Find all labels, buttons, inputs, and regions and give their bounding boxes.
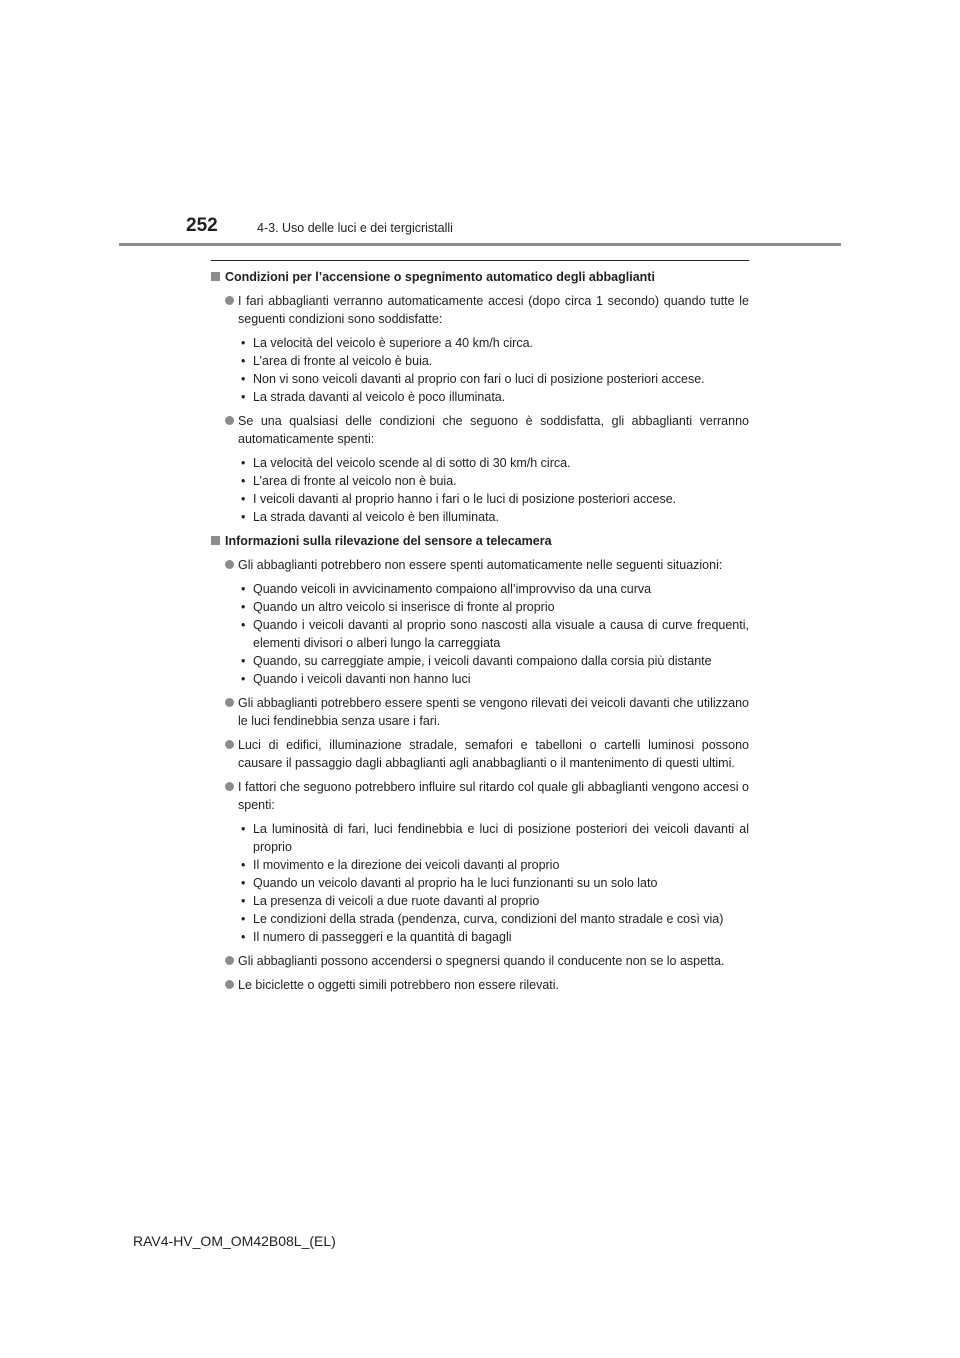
paragraph [211,412,749,448]
bullet-dot-icon: • [241,390,246,404]
list-item [211,370,749,388]
square-bullet-icon [211,272,220,281]
paragraph [211,694,749,730]
list-item [211,652,749,670]
circle-bullet-icon [225,560,234,569]
bullet-dot-icon: • [241,372,246,386]
circle-bullet-icon [225,956,234,965]
section-heading-text: Condizioni per l’accensione o spegnimento automatico degli abbaglianti [225,270,655,284]
list-item [211,910,749,928]
list-item-text: Il numero di passeggeri e la quantità di bagagli [253,930,512,944]
paragraph-text: Luci di edifici, illuminazione stradale, semafori e tabelloni o cartelli luminosi possono causare il passaggio dagli abbaglianti agli anabbaglianti o il mantenimento di questi ultimi. [238,738,749,770]
list-item [211,388,749,406]
list-item [211,598,749,616]
square-bullet-icon [211,536,220,545]
list-item [211,580,749,598]
list-item-text: La velocità del veicolo scende al di sotto di 30 km/h circa. [253,456,571,470]
list-item-text: Non vi sono veicoli davanti al proprio con fari o luci di posizione posteriori accese. [253,372,705,386]
bullet-dot-icon: • [241,510,246,524]
list-item-text: Quando, su carreggiate ampie, i veicoli davanti compaiono dalla corsia più distante [253,654,712,668]
paragraph [211,976,749,994]
bullet-dot-icon: • [241,654,246,668]
bullet-dot-icon: • [241,456,246,470]
bullet-dot-icon: • [241,336,246,350]
paragraph [211,736,749,772]
list-item [211,334,749,352]
bullet-dot-icon: • [241,474,246,488]
section-heading [211,532,749,550]
paragraph-text: Gli abbaglianti potrebbero non essere spenti automaticamente nelle seguenti situazioni: [238,558,723,572]
sub-list [211,454,749,526]
list-item [211,820,749,856]
paragraph-text: Gli abbaglianti possono accendersi o spegnersi quando il conducente non se lo aspetta. [238,954,725,968]
list-item [211,874,749,892]
paragraph-text: Gli abbaglianti potrebbero essere spenti se vengono rilevati dei veicoli davanti che utilizzano le luci fendinebbia senza usare i fari. [238,696,749,728]
list-item-text: La strada davanti al veicolo è poco illuminata. [253,390,506,404]
content-area [211,266,749,994]
section-heading [211,268,749,286]
list-item [211,454,749,472]
list-item-text: L’area di fronte al veicolo non è buia. [253,474,457,488]
list-item [211,490,749,508]
list-item-text: Quando un veicolo davanti al proprio ha le luci funzionanti su un solo lato [253,876,658,890]
bullet-dot-icon: • [241,600,246,614]
section-title: 4-3. Uso delle luci e dei tergicristalli [257,221,453,235]
bullet-dot-icon: • [241,618,246,632]
sub-list [211,580,749,688]
circle-bullet-icon [225,980,234,989]
bullet-dot-icon: • [241,912,246,926]
circle-bullet-icon [225,416,234,425]
paragraph [211,952,749,970]
list-item [211,928,749,946]
paragraph-text: Le biciclette o oggetti simili potrebbero non essere rilevati. [238,978,560,992]
paragraph [211,292,749,328]
list-item [211,472,749,490]
paragraph-text: I fari abbaglianti verranno automaticamente accesi (dopo circa 1 secondo) quando tutte le seguenti condizioni sono soddisfatte: [238,294,749,326]
section-heading-text: Informazioni sulla rilevazione del sensore a telecamera [225,534,552,548]
bullet-dot-icon: • [241,354,246,368]
list-item-text: La velocità del veicolo è superiore a 40 km/h circa. [253,336,534,350]
paragraph [211,556,749,574]
list-item [211,616,749,652]
list-item-text: Quando i veicoli davanti al proprio sono nascosti alla visuale a causa di curve frequenti, elementi divisori o alberi lungo la carreggiata [253,618,749,650]
list-item [211,670,749,688]
list-item-text: Le condizioni della strada (pendenza, curva, condizioni del manto stradale e così via) [253,912,724,926]
bullet-dot-icon: • [241,858,246,872]
circle-bullet-icon [225,782,234,791]
paragraph-text: Se una qualsiasi delle condizioni che seguono è soddisfatta, gli abbaglianti verranno automaticamente spenti: [238,414,749,446]
circle-bullet-icon [225,296,234,305]
list-item-text: La luminosità di fari, luci fendinebbia e luci di posizione posteriori dei veicoli davanti al proprio [253,822,749,854]
list-item-text: I veicoli davanti al proprio hanno i fari o le luci di posizione posteriori accese. [253,492,677,506]
sub-list [211,820,749,946]
content-rule [211,260,749,261]
list-item-text: Quando veicoli in avvicinamento compaiono all’improvviso da una curva [253,582,652,596]
paragraph [211,778,749,814]
list-item-text: Il movimento e la direzione dei veicoli davanti al proprio [253,858,560,872]
bullet-dot-icon: • [241,876,246,890]
list-item [211,856,749,874]
list-item-text: La strada davanti al veicolo è ben illuminata. [253,510,499,524]
sub-list [211,334,749,406]
bullet-dot-icon: • [241,822,246,836]
list-item [211,352,749,370]
list-item [211,508,749,526]
bullet-dot-icon: • [241,582,246,596]
list-item [211,892,749,910]
page-number: 252 [186,215,218,236]
circle-bullet-icon [225,740,234,749]
list-item-text: Quando un altro veicolo si inserisce di fronte al proprio [253,600,555,614]
paragraph-text: I fattori che seguono potrebbero influire sul ritardo col quale gli abbaglianti vengono accesi o spenti: [238,780,749,812]
bullet-dot-icon: • [241,492,246,506]
circle-bullet-icon [225,698,234,707]
bullet-dot-icon: • [241,930,246,944]
footer-doc-code: RAV4-HV_OM_OM42B08L_(EL) [133,1233,336,1249]
bullet-dot-icon: • [241,894,246,908]
list-item-text: L’area di fronte al veicolo è buia. [253,354,433,368]
header-rule [119,243,841,246]
list-item-text: La presenza di veicoli a due ruote davanti al proprio [253,894,540,908]
list-item-text: Quando i veicoli davanti non hanno luci [253,672,471,686]
bullet-dot-icon: • [241,672,246,686]
